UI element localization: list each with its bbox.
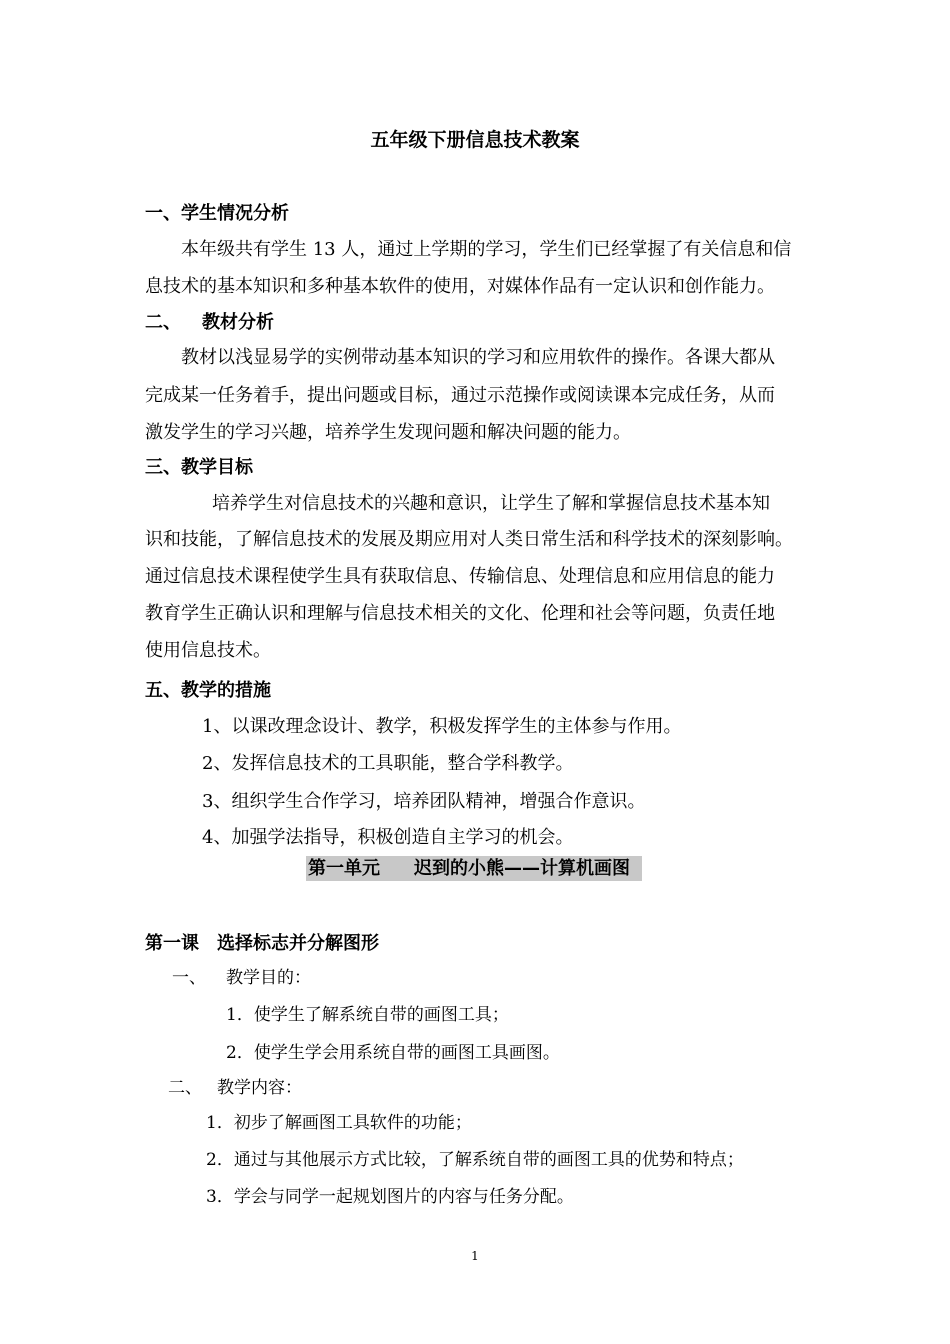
section3-line-4: 教育学生正确认识和理解与信息技术相关的文化、伦理和社会等问题，负责任地 (145, 603, 775, 624)
section5-item-3: 3、组织学生合作学习，培养团队精神，增强合作意识。 (202, 791, 646, 812)
section2-line-3: 激发学生的学习兴趣，培养学生发现问题和解决问题的能力。 (145, 422, 631, 443)
section5-item-2: 2、发挥信息技术的工具职能，整合学科教学。 (202, 753, 574, 774)
section1-line-2: 息技术的基本知识和多种基本软件的使用，对媒体作品有一定认识和创作能力。 (145, 276, 775, 297)
unit-label: 第一单元 (308, 858, 380, 879)
section5-item-1: 1、以课改理念设计、教学，积极发挥学生的主体参与作用。 (202, 716, 682, 737)
document-title: 五年级下册信息技术教案 (370, 129, 580, 151)
section5-heading: 五、教学的措施 (145, 680, 271, 701)
section3-line-1: 培养学生对信息技术的兴趣和意识，让学生了解和掌握信息技术基本知 (212, 493, 770, 514)
section3-line-3: 通过信息技术课程使学生具有获取信息、传输信息、处理信息和应用信息的能力 (145, 566, 775, 587)
section2-heading: 教材分析 (202, 312, 274, 333)
lesson-goal-1: 1．使学生了解系统自带的画图工具； (226, 1005, 509, 1025)
section2-heading-number: 二、 (145, 312, 181, 333)
section3-line-2: 识和技能，了解信息技术的发展及期应用对人类日常生活和科学技术的深刻影响。 (145, 529, 793, 550)
unit-banner (306, 856, 642, 881)
section5-item-4: 4、加强学法指导，积极创造自主学习的机会。 (202, 827, 574, 848)
section1-line-1: 本年级共有学生 13 人，通过上学期的学习，学生们已经掌握了有关信息和信 (181, 239, 792, 260)
lesson-content-number: 二、 (168, 1078, 202, 1098)
lesson-heading: 第一课 选择标志并分解图形 (145, 933, 379, 954)
page-number: 1 (471, 1249, 479, 1263)
lesson-content-1: 1．初步了解画图工具软件的功能； (206, 1113, 472, 1133)
lesson-goal-number: 一、 (172, 968, 206, 988)
lesson-content-label: 教学内容： (217, 1078, 302, 1098)
lesson-content-3: 3．学会与同学一起规划图片的内容与任务分配。 (206, 1187, 574, 1207)
section2-line-2: 完成某一任务着手，提出问题或目标，通过示范操作或阅读课本完成任务，从而 (145, 385, 775, 406)
lesson-content-2: 2．通过与其他展示方式比较，了解系统自带的画图工具的优势和特点； (206, 1150, 744, 1170)
lesson-goal-label: 教学目的： (226, 968, 311, 988)
section3-heading: 三、教学目标 (145, 457, 253, 478)
unit-title: 迟到的小熊——计算机画图 (414, 858, 630, 879)
lesson-goal-2: 2．使学生学会用系统自带的画图工具画图。 (226, 1043, 560, 1063)
section3-line-5: 使用信息技术。 (145, 640, 271, 661)
section1-heading: 一、学生情况分析 (145, 203, 289, 224)
section2-line-1: 教材以浅显易学的实例带动基本知识的学习和应用软件的操作。各课大都从 (181, 347, 775, 368)
